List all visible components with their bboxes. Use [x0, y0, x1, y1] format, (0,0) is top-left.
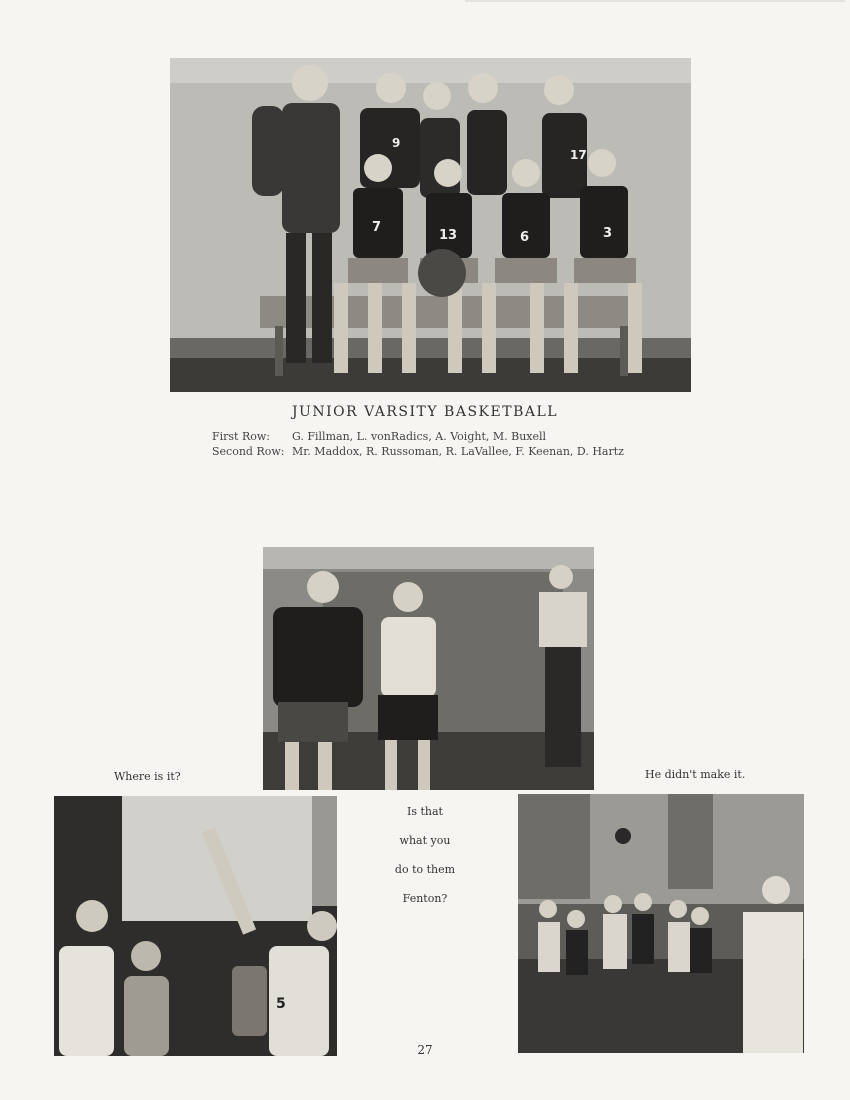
action-photo-right: [518, 794, 804, 1053]
jersey-number: 9: [392, 136, 401, 150]
roster-names: G. Fillman, L. vonRadics, A. Voight, M. Buxell: [292, 430, 547, 443]
caption-middle: [370, 805, 480, 921]
caption-left: Where is it?: [114, 770, 181, 783]
roster-names: Mr. Maddox, R. Russoman, R. LaVallee, F. Keenan, D. Hartz: [292, 445, 624, 458]
jersey-number: 13: [439, 228, 458, 243]
jersey-number: 6: [520, 230, 530, 245]
roster-first-row: [212, 430, 546, 443]
page-number: 27: [417, 1043, 433, 1057]
caption-middle-line: do to them: [394, 863, 456, 876]
caption-middle-line: Fenton?: [402, 892, 448, 905]
action-photo-left: [54, 796, 337, 1056]
jersey-number: 5: [276, 996, 286, 1012]
caption-right: He didn't make it.: [645, 768, 746, 781]
roster-row-label: Second Row:: [212, 445, 285, 458]
roster-second-row: [212, 445, 624, 458]
jersey-number: 17: [570, 148, 587, 162]
scan-edge-line: [465, 0, 845, 2]
roster-row-label: First Row:: [212, 430, 270, 443]
page-title: JUNIOR VARSITY BASKETBALL: [291, 404, 559, 420]
action-photo-center: [263, 547, 594, 790]
jersey-number: 7: [372, 220, 382, 235]
jersey-number: 3: [603, 226, 613, 241]
team-photo: [170, 58, 691, 392]
caption-middle-line: Is that: [407, 805, 443, 818]
caption-middle-line: what you: [399, 834, 451, 847]
